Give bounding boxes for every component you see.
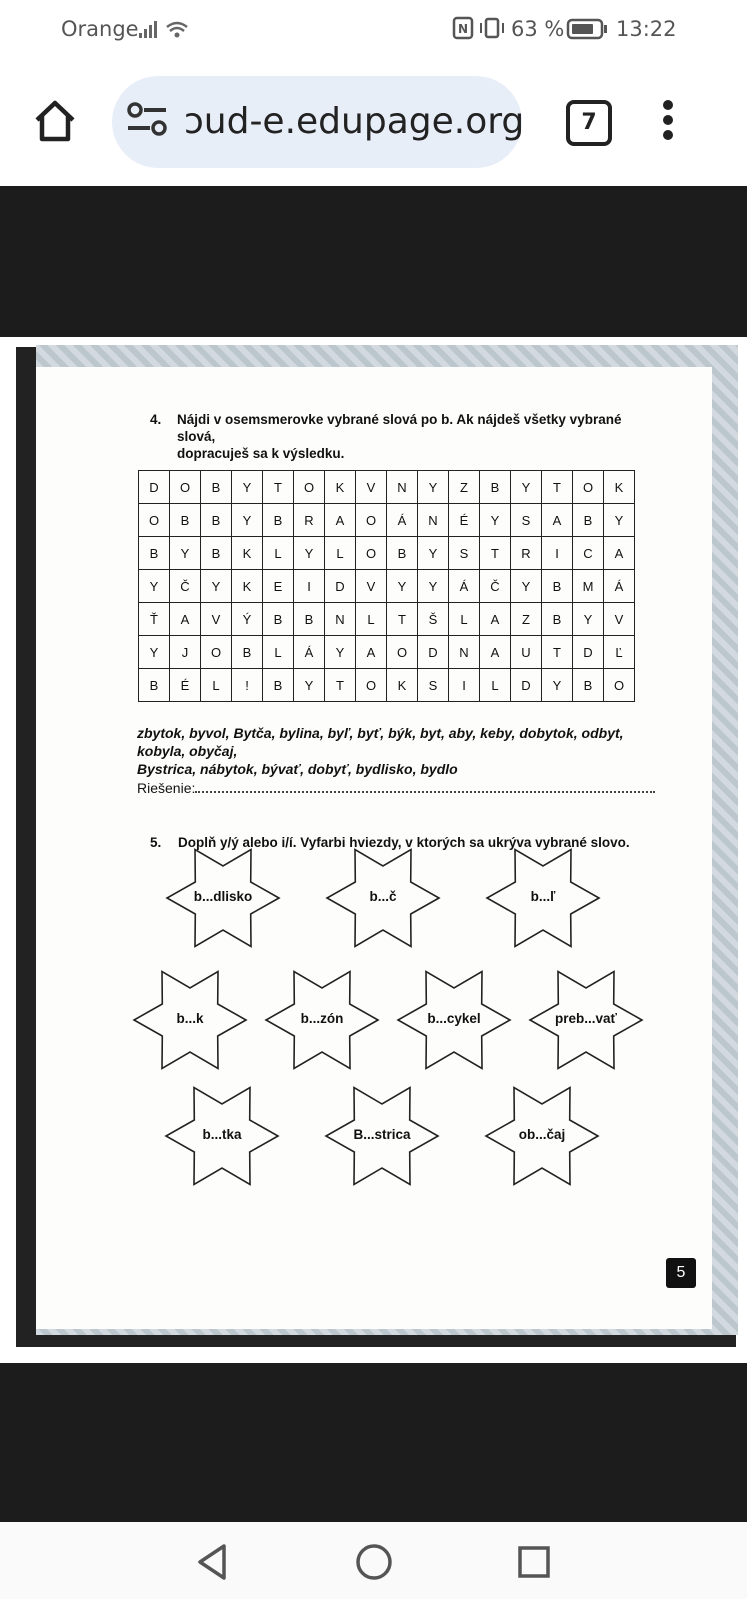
- grid-cell: Ť: [139, 603, 170, 636]
- grid-cell: Y: [511, 570, 542, 603]
- star-label: b...dlisko: [193, 889, 253, 904]
- grid-cell: T: [480, 537, 511, 570]
- task5-instruction: Doplň y/ý alebo i/í. Vyfarbi hviezdy, v ktorých sa ukrýva vybrané slovo.: [178, 835, 630, 850]
- status-bar: [0, 0, 747, 58]
- recents-icon[interactable]: [516, 1544, 552, 1580]
- grid-cell: B: [232, 636, 263, 669]
- grid-cell: T: [263, 471, 294, 504]
- grid-cell: A: [542, 504, 573, 537]
- grid-cell: É: [170, 669, 201, 702]
- grid-cell: B: [139, 669, 170, 702]
- grid-cell: K: [232, 570, 263, 603]
- grid-row: [139, 570, 635, 603]
- grid-cell: Y: [542, 669, 573, 702]
- viewer-top-band: [0, 186, 747, 337]
- star-label: ob...čaj: [518, 1127, 566, 1142]
- battery-percent: 63 %: [511, 17, 565, 41]
- grid-cell: B: [542, 603, 573, 636]
- grid-cell: A: [325, 504, 356, 537]
- grid-cell: !: [232, 669, 263, 702]
- star-label: b...tka: [202, 1127, 242, 1142]
- grid-cell: A: [170, 603, 201, 636]
- grid-cell: E: [263, 570, 294, 603]
- grid-cell: T: [387, 603, 418, 636]
- grid-cell: O: [201, 636, 232, 669]
- page-number: 5: [666, 1258, 696, 1288]
- grid-cell: L: [201, 669, 232, 702]
- star-label: b...zón: [300, 1011, 344, 1026]
- grid-cell: O: [356, 669, 387, 702]
- grid-cell: J: [170, 636, 201, 669]
- grid-cell: Y: [294, 537, 325, 570]
- grid-row: [139, 603, 635, 636]
- more-vert-icon[interactable]: [658, 98, 678, 142]
- grid-cell: Y: [511, 471, 542, 504]
- grid-cell: Y: [573, 603, 604, 636]
- grid-cell: Á: [294, 636, 325, 669]
- grid-cell: B: [201, 537, 232, 570]
- grid-cell: Z: [449, 471, 480, 504]
- grid-cell: B: [263, 669, 294, 702]
- grid-cell: D: [573, 636, 604, 669]
- grid-cell: O: [139, 504, 170, 537]
- grid-row: [139, 537, 635, 570]
- grid-row: [139, 669, 635, 702]
- grid-cell: S: [449, 537, 480, 570]
- grid-cell: B: [201, 504, 232, 537]
- grid-cell: S: [418, 669, 449, 702]
- grid-cell: B: [542, 570, 573, 603]
- grid-cell: A: [356, 636, 387, 669]
- clock: 13:22: [616, 17, 677, 41]
- grid-cell: A: [604, 537, 635, 570]
- grid-cell: B: [294, 603, 325, 636]
- grid-cell: Y: [387, 570, 418, 603]
- grid-cell: T: [542, 471, 573, 504]
- grid-cell: L: [263, 636, 294, 669]
- grid-cell: D: [139, 471, 170, 504]
- grid-cell: R: [511, 537, 542, 570]
- grid-cell: I: [449, 669, 480, 702]
- grid-cell: L: [325, 537, 356, 570]
- grid-cell: A: [480, 636, 511, 669]
- grid-cell: A: [480, 603, 511, 636]
- grid-cell: Á: [449, 570, 480, 603]
- grid-cell: Ý: [232, 603, 263, 636]
- grid-cell: Š: [418, 603, 449, 636]
- grid-cell: K: [604, 471, 635, 504]
- task4-instruction-line1: Nájdi v osemsmerovke vybrané slová po b. Ak nájdeš všetky vybrané slová,: [177, 412, 622, 444]
- star-label: b...cykel: [427, 1011, 481, 1026]
- grid-cell: M: [573, 570, 604, 603]
- grid-cell: Y: [232, 471, 263, 504]
- grid-row: [139, 636, 635, 669]
- grid-cell: I: [294, 570, 325, 603]
- grid-cell: N: [449, 636, 480, 669]
- grid-cell: N: [387, 471, 418, 504]
- svg-text:N: N: [458, 22, 469, 36]
- grid-cell: É: [449, 504, 480, 537]
- grid-row: [139, 504, 635, 537]
- grid-cell: Y: [294, 669, 325, 702]
- grid-cell: Y: [418, 537, 449, 570]
- grid-cell: Y: [139, 570, 170, 603]
- grid-cell: D: [511, 669, 542, 702]
- grid-cell: Y: [418, 471, 449, 504]
- star-label: b...č: [369, 889, 397, 904]
- url-text[interactable]: ɔud-e.edupage.org: [184, 101, 525, 142]
- grid-cell: B: [263, 504, 294, 537]
- grid-cell: N: [418, 504, 449, 537]
- solution-label: Riešenie:: [137, 780, 196, 796]
- battery-icon: [566, 17, 610, 41]
- grid-cell: L: [356, 603, 387, 636]
- solution-dotted-line: [195, 791, 655, 793]
- star-label: B...strica: [353, 1127, 411, 1142]
- grid-cell: O: [170, 471, 201, 504]
- grid-cell: V: [356, 471, 387, 504]
- grid-cell: T: [325, 669, 356, 702]
- grid-cell: N: [325, 603, 356, 636]
- grid-cell: O: [573, 471, 604, 504]
- grid-cell: Y: [480, 504, 511, 537]
- grid-cell: B: [170, 504, 201, 537]
- grid-cell: D: [325, 570, 356, 603]
- grid-cell: Y: [604, 504, 635, 537]
- star-label: b...k: [176, 1011, 204, 1026]
- home-circle-icon[interactable]: [354, 1542, 394, 1582]
- grid-cell: B: [201, 471, 232, 504]
- carrier-label: Orange: [61, 17, 139, 41]
- tab-switcher-button[interactable]: 7: [566, 100, 612, 146]
- site-settings-icon[interactable]: [124, 100, 172, 140]
- grid-row: [139, 471, 635, 504]
- navigation-bar: [0, 1522, 747, 1599]
- word-list-line1: zbytok, byvol, Bytča, bylina, byľ, byť, býk, byt, aby, keby, dobytok, odbyt, kobyla, obyčaj,: [137, 725, 624, 759]
- task5-number: 5.: [150, 835, 162, 850]
- grid-cell: Ľ: [604, 636, 635, 669]
- grid-cell: Z: [511, 603, 542, 636]
- grid-cell: K: [387, 669, 418, 702]
- grid-cell: Č: [170, 570, 201, 603]
- grid-cell: O: [294, 471, 325, 504]
- grid-cell: T: [542, 636, 573, 669]
- grid-cell: B: [139, 537, 170, 570]
- home-icon[interactable]: [32, 98, 78, 144]
- grid-cell: V: [201, 603, 232, 636]
- grid-cell: S: [511, 504, 542, 537]
- grid-cell: Y: [232, 504, 263, 537]
- grid-cell: O: [356, 537, 387, 570]
- word-list: [137, 724, 657, 778]
- grid-cell: I: [542, 537, 573, 570]
- grid-cell: L: [449, 603, 480, 636]
- word-list-line2: Bystrica, nábytok, bývať, dobyť, bydlisko, bydlo: [137, 761, 458, 777]
- grid-cell: B: [387, 537, 418, 570]
- grid-cell: D: [418, 636, 449, 669]
- star-label: preb...vať: [555, 1011, 617, 1026]
- grid-cell: V: [356, 570, 387, 603]
- grid-cell: B: [480, 471, 511, 504]
- grid-cell: Y: [418, 570, 449, 603]
- grid-cell: Á: [604, 570, 635, 603]
- word-search-grid: [138, 470, 635, 702]
- grid-cell: C: [573, 537, 604, 570]
- grid-cell: Á: [387, 504, 418, 537]
- grid-cell: Y: [201, 570, 232, 603]
- grid-cell: Č: [480, 570, 511, 603]
- grid-cell: U: [511, 636, 542, 669]
- grid-cell: K: [232, 537, 263, 570]
- task4-instruction: [177, 411, 647, 462]
- grid-cell: Y: [139, 636, 170, 669]
- grid-cell: K: [325, 471, 356, 504]
- star-label: b...ľ: [530, 889, 556, 904]
- grid-cell: O: [604, 669, 635, 702]
- grid-cell: B: [573, 504, 604, 537]
- task4-number: 4.: [150, 412, 162, 427]
- grid-cell: L: [263, 537, 294, 570]
- grid-cell: Y: [170, 537, 201, 570]
- grid-cell: B: [573, 669, 604, 702]
- viewer-bottom-band: [0, 1363, 747, 1522]
- grid-cell: R: [294, 504, 325, 537]
- signal-wifi-icon: [137, 17, 197, 41]
- grid-cell: V: [604, 603, 635, 636]
- back-icon[interactable]: [194, 1542, 230, 1582]
- grid-cell: O: [356, 504, 387, 537]
- grid-cell: O: [387, 636, 418, 669]
- nfc-vibrate-icon: [452, 15, 510, 41]
- grid-cell: L: [480, 669, 511, 702]
- grid-cell: B: [263, 603, 294, 636]
- task4-instruction-line2: dopracuješ sa k výsledku.: [177, 446, 345, 461]
- grid-cell: Y: [325, 636, 356, 669]
